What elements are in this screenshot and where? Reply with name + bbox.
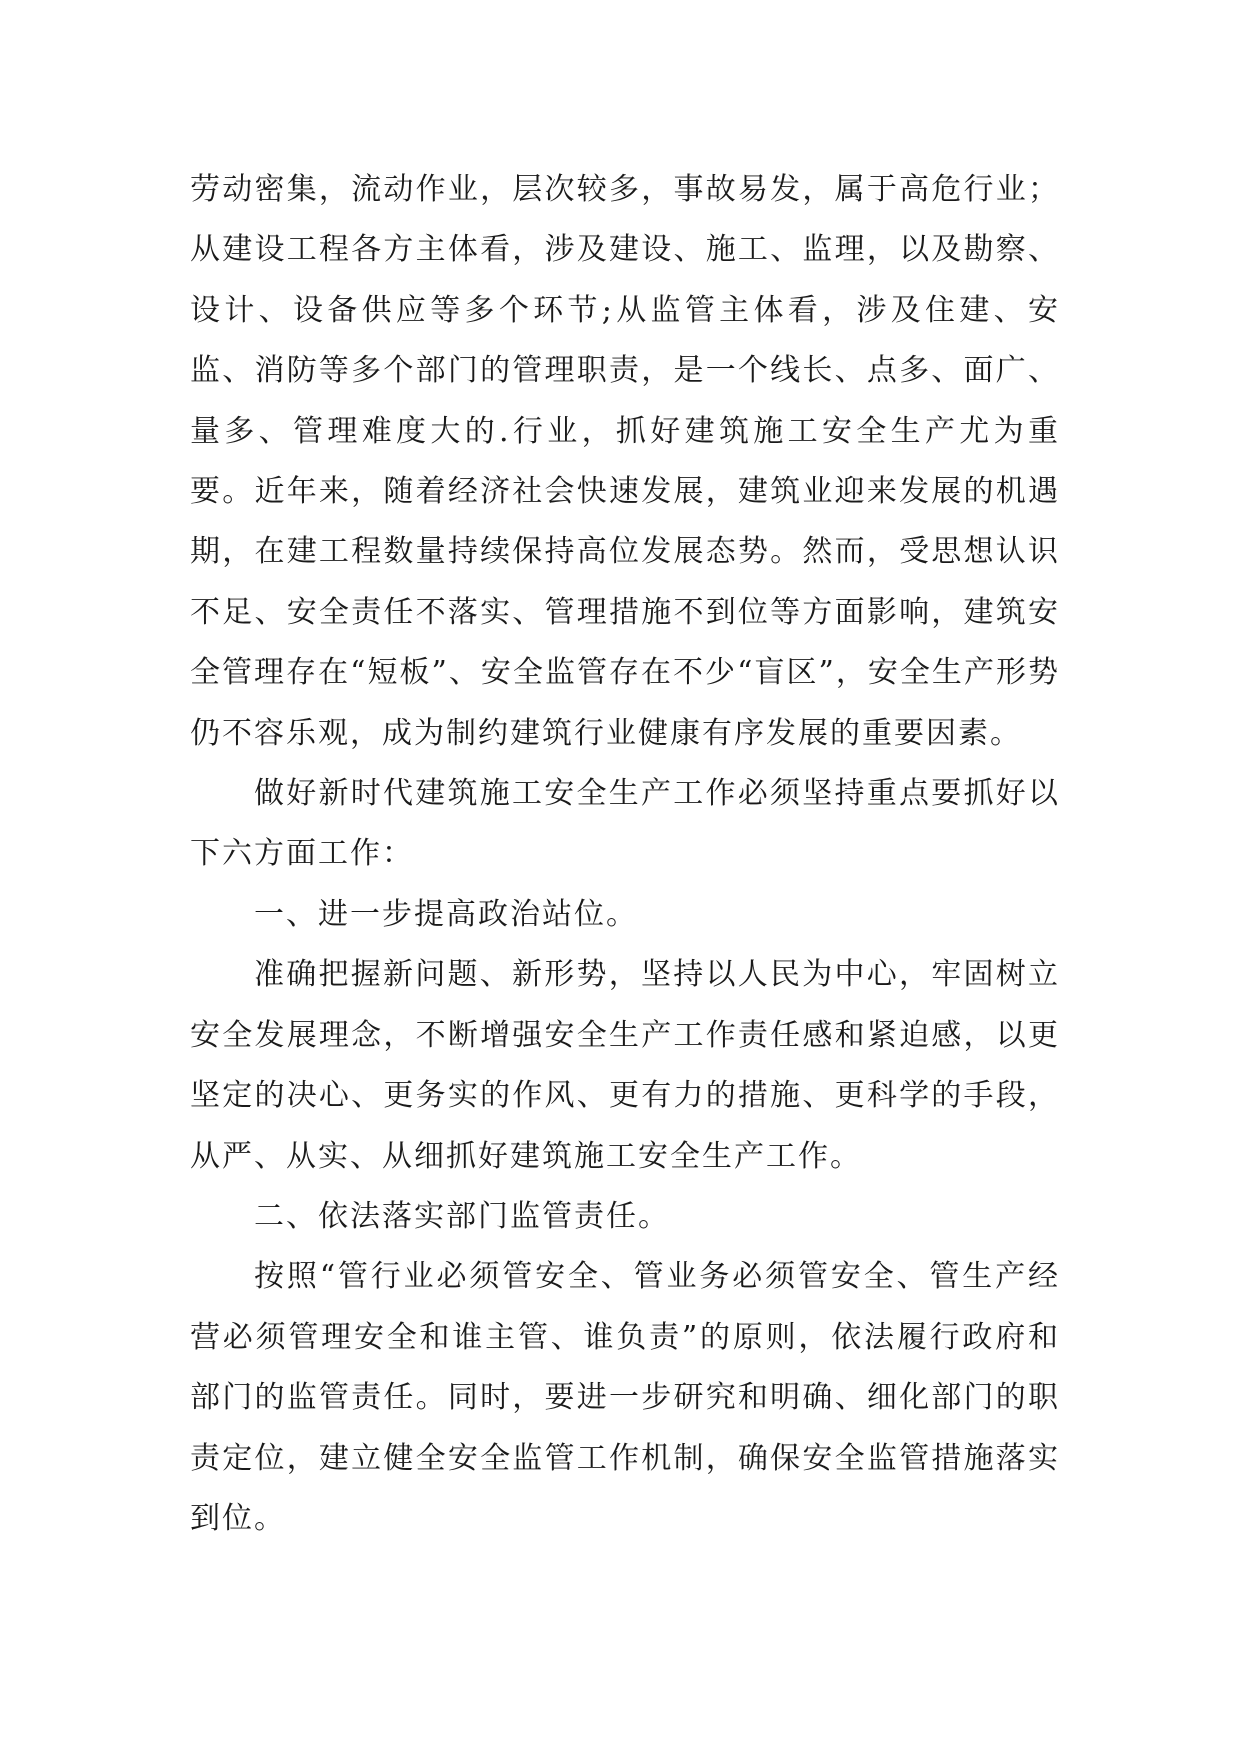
paragraph-section-2: 按照“管行业必须管安全、管业务必须管安全、管生产经营必须管理安全和谁主管、谁负责”的原则，依法履行政府和部门的监管责任。同时，要进一步研究和明确、细化部门的职责定位，建立健全安全监管工作机制，确保安全监管措施落实到位。 <box>190 1259 1060 1536</box>
section-heading-2: 二、依法落实部门监管责任。 <box>254 1198 670 1234</box>
document-body <box>190 160 1060 1549</box>
paragraph-industry-overview: 劳动密集，流动作业，层次较多，事故易发，属于高危行业；从建设工程各方主体看，涉及建设、施工、监理，以及勘察、设计、设备供应等多个环节;从监管主体看，涉及住建、安监、消防等多个部门的管理职责，是一个线长、点多、面广、量多、管理难度大的.行业，抓好建筑施工安全生产尤为重要。近年来，随着经济社会快速发展，建筑业迎来发展的机遇期，在建工程数量持续保持高位发展态势。然而，受思想认识不足、安全责任不落实、管理措施不到位等方面影响，建筑安全管理存在“短板”、安全监管存在不少“盲区”，安全生产形势仍不容乐观，成为制约建筑行业健康有序发展的重要因素。 <box>190 172 1060 751</box>
paragraph-six-tasks-intro: 做好新时代建筑施工安全生产工作必须坚持重点要抓好以下六方面工作： <box>190 776 1060 872</box>
section-heading-1: 一、进一步提高政治站位。 <box>254 896 638 932</box>
paragraph-section-1: 准确把握新问题、新形势，坚持以人民为中心，牢固树立安全发展理念，不断增强安全生产工作责任感和紧迫感，以更坚定的决心、更务实的作风、更有力的措施、更科学的手段，从严、从实、从细抓好建筑施工安全生产工作。 <box>190 957 1060 1174</box>
